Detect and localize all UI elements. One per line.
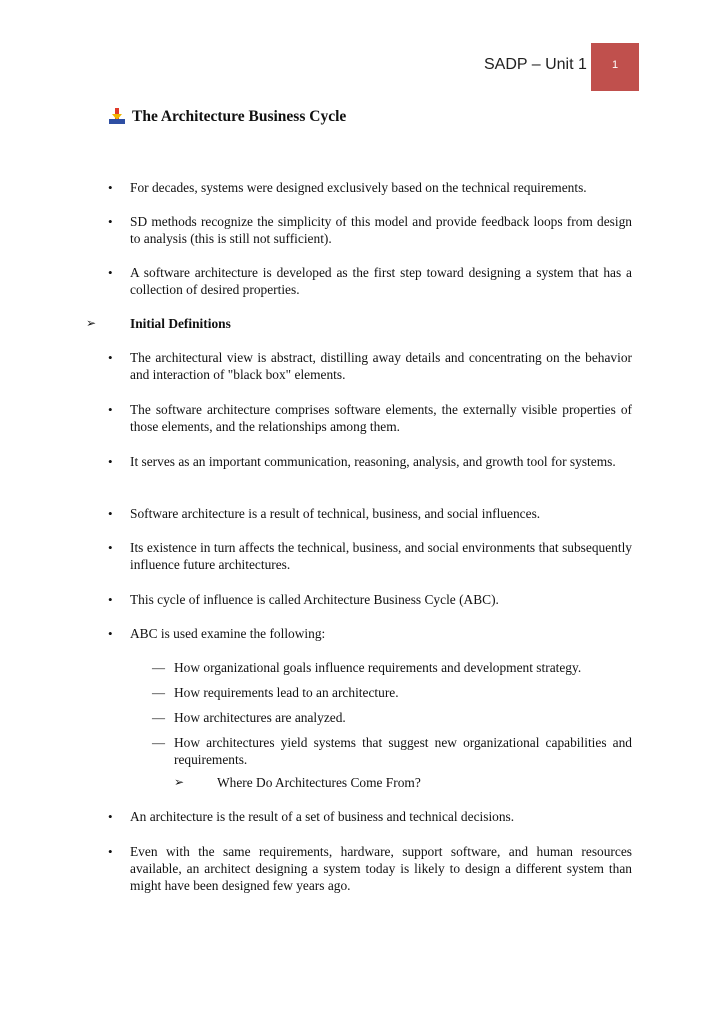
bullet-marker: • xyxy=(108,844,113,859)
dash-marker: — xyxy=(152,685,165,700)
bullet-marker: • xyxy=(108,350,113,365)
list-item: The architectural view is abstract, distilling away details and concentrating on the behavior and interaction of "black box" elements. xyxy=(130,350,632,382)
sub-list-item: How requirements lead to an architecture. xyxy=(174,685,399,700)
list-item: It serves as an important communication, reasoning, analysis, and growth tool for systems. xyxy=(130,454,616,469)
list-item: SD methods recognize the simplicity of this model and provide feedback loops from design to analysis (this is still not sufficient). xyxy=(130,214,632,246)
section-title-text: The Architecture Business Cycle xyxy=(132,108,347,125)
subsection-heading: Initial Definitions xyxy=(130,316,231,331)
list-item: Even with the same requirements, hardware, support software, and human resources available, an architect designing a system today is likely to design a different system than might have been designed few years ago. xyxy=(130,844,632,893)
sub-list-item: How architectures are analyzed. xyxy=(174,710,346,725)
bullet-marker: • xyxy=(108,454,113,469)
download-arrow-icon xyxy=(108,108,126,126)
bullet-marker: • xyxy=(108,540,113,555)
dash-marker: — xyxy=(152,735,165,750)
dash-marker: — xyxy=(152,710,165,725)
section-title xyxy=(108,108,346,126)
sub-list-item: How architectures yield systems that suggest new organizational capabilities and requirements. xyxy=(174,735,632,767)
bullet-marker: • xyxy=(108,809,113,824)
bullet-marker: • xyxy=(108,214,113,229)
bullet-marker: • xyxy=(108,180,113,195)
subsection-heading: Where Do Architectures Come From? xyxy=(217,775,421,790)
list-item: ABC is used examine the following: xyxy=(130,626,326,641)
bullet-marker: • xyxy=(108,626,113,641)
dash-marker: — xyxy=(152,660,165,675)
arrow-bullet-icon: ➢ xyxy=(174,775,185,789)
sub-list-item: How organizational goals influence requirements and development strategy. xyxy=(174,660,582,675)
page-number: 1 xyxy=(611,59,619,71)
list-item: Software architecture is a result of technical, business, and social influences. xyxy=(130,506,541,521)
list-item: A software architecture is developed as the first step toward designing a system that has a collection of desired properties. xyxy=(130,265,632,297)
list-item: Its existence in turn affects the technical, business, and social environments that subsequently influence future architectures. xyxy=(130,540,632,572)
bullet-marker: • xyxy=(108,506,113,521)
page-number-badge xyxy=(591,43,639,91)
list-item: An architecture is the result of a set of business and technical decisions. xyxy=(130,809,515,824)
bullet-marker: • xyxy=(108,402,113,417)
list-item: For decades, systems were designed exclusively based on the technical requirements. xyxy=(130,180,587,195)
page-header-title: SADP – Unit 1 xyxy=(484,56,587,73)
bullet-marker: • xyxy=(108,265,113,280)
arrow-bullet-icon: ➢ xyxy=(86,316,97,330)
list-item: This cycle of influence is called Architecture Business Cycle (ABC). xyxy=(130,592,499,607)
list-item: The software architecture comprises software elements, the externally visible properties of those elements, and the relationships among them. xyxy=(130,402,632,434)
bullet-marker: • xyxy=(108,592,113,607)
